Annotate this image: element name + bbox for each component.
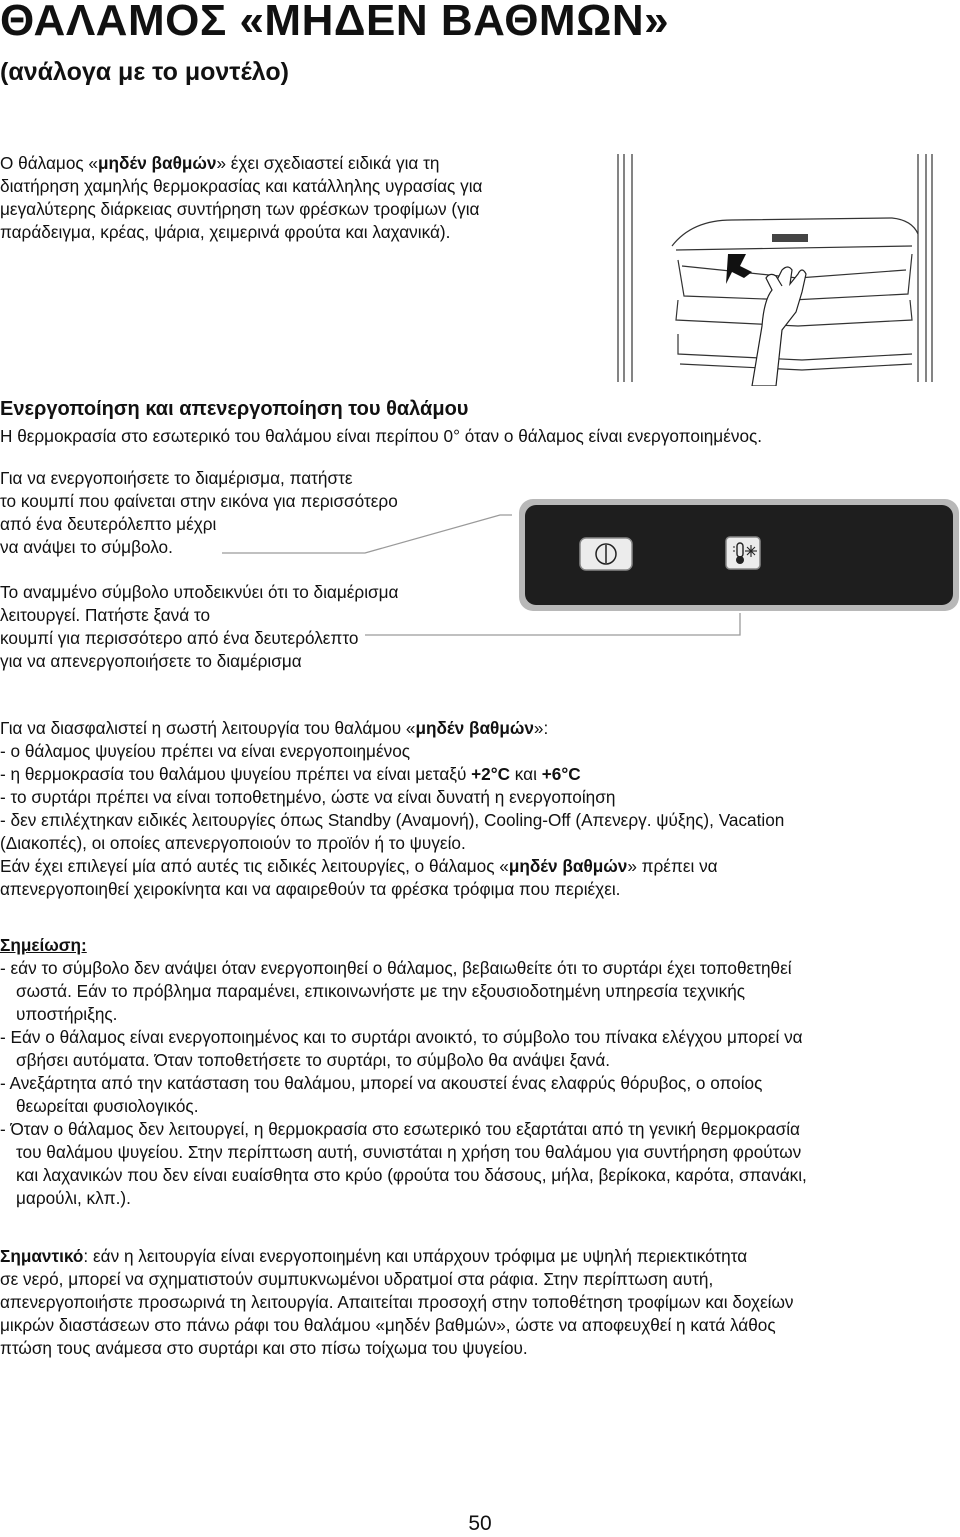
temperature-note: Η θερμοκρασία στο εσωτερικό του θαλάμου είναι περίπου 0° όταν ο θάλαμος είναι ενεργοποιημένος.	[0, 426, 763, 446]
page-title: ΘΑΛΑΜΟΣ «ΜΗΔΕΝ ΒΑΘΜΩΝ»	[0, 0, 670, 45]
drawer-illustration	[612, 150, 938, 386]
intro-paragraph: Ο θάλαμος «μηδέν βαθμών» έχει σχεδιαστεί ειδικά για τη διατήρηση χαμηλής θερμοκρασίας και κατάλληλης υγρασίας για μεγαλύτερης διάρκειας συντήρηση των φρέσκων τροφίμων (για παράδειγμα, κρέας, ψάρια, χειμερινά φρούτα και λαχανικά).	[0, 153, 483, 242]
requirements-section: Για να διασφαλιστεί η σωστή λειτουργία του θαλάμου «μηδέν βαθμών»: - ο θάλαμος ψυγείου πρέπει να είναι ενεργοποιημένος - η θερμοκρασία του θαλάμου ψυγείου πρέπει να είναι μεταξύ +2°C και +6°C - το συρτάρι πρέπει να είναι τοποθετημένο, ώστε να είναι δυνατή η ενεργοποίηση - δεν επιλέχτηκαν ειδικές λειτουργίες όπως Standby (Αναμονή), Cooling-Off (Απενεργ. ψύξης), Vacation (Διακοπές), οι οποίες απενεργοποιούν το προϊόν ή το ψυγείο. Εάν έχει επιλεγεί μία από αυτές τις ειδικές λειτουργίες, ο θάλαμος «μηδέν βαθμών» πρέπει να απενεργοποιηθεί χειροκίνητα και να αφαιρεθούν τα φρέσκα τρόφιμα που περιέχει.	[0, 718, 785, 899]
activation-instructions: Για να ενεργοποιήσετε το διαμέρισμα, πατήστε το κουμπί που φαίνεται στην εικόνα για περισσότερο από ένα δευτερόλεπτο μέχρι να ανάψει το σύμβολο.	[0, 468, 398, 557]
power-button[interactable]	[580, 538, 632, 570]
control-strip	[772, 234, 808, 242]
important-section: Σημαντικό: εάν η λειτουργία είναι ενεργοποιημένη και υπάρχουν τρόφιμα με υψηλή περιεκτικότητα σε νερό, μπορεί να σχηματιστούν συμπυκνωμένοι υδρατμοί στα ράφια. Στην περίπτωση αυτή, απενεργοποιήστε προσωρινά τη λειτουργία. Απαιτείται προσοχή στην τοποθέτηση τροφίμων και δοχείων μικρών διαστάσεων στο πάνω ράφι του θαλάμου «μηδέν βαθμών», ώστε να αποφευχθεί η κατά λάθος πτώση τους ανάμεσα στο συρτάρι και στο πίσω τοίχωμα του ψυγείου.	[0, 1246, 794, 1358]
control-panel-illustration	[0, 495, 960, 645]
arrow-icon	[726, 254, 752, 284]
note-label: Σημείωση:	[0, 935, 87, 955]
activation-heading: Ενεργοποίηση και απενεργοποίηση του θαλάμου	[0, 398, 469, 420]
note-section: Σημείωση: - εάν το σύμβολο δεν ανάψει όταν ενεργοποιηθεί ο θάλαμος, βεβαιωθείτε ότι το συρτάρι έχει τοποθετηθεί σωστά. Εάν το πρόβλημα παραμένει, επικοινωνήστε με την εξουσιοδοτημένη υπηρεσία τεχνικής υποστήριξης. - Εάν ο θάλαμος είναι ενεργοποιημένος και το συρτάρι ανοικτό, το σύμβολο του πίνακα ελέγχου μπορεί να σβήσει αυτόματα. Όταν τοποθετήσετε το συρτάρι, το σύμβολο θα ανάψει ξανά. - Ανεξάρτητα από την κατάσταση του θαλάμου, μπορεί να ακουστεί ένας ελαφρύς θόρυβος, ο οποίος θεωρείται φυσιολογικός. - Όταν ο θάλαμος δεν λειτουργεί, η θερμοκρασία στο εσωτερικό του εξαρτάται από τη γενική θερμοκρασία του θαλάμου ψυγείου. Στην περίπτωση αυτή, συνιστάται η χρήση του θαλάμου για συντήρηση φρούτων και λαχανικών που δεν είναι ευαίσθητα στο κρύο (φρούτα του δάσους, μήλα, βερίκοκα, καρότα, σπανάκι, μαρούλι, κλπ.).	[0, 935, 807, 1208]
zero-degree-button[interactable]	[726, 537, 760, 569]
important-label: Σημαντικό	[0, 1246, 84, 1266]
page-number: 50	[468, 1512, 492, 1535]
page-subtitle: (ανάλογα με το μοντέλο)	[0, 58, 289, 86]
deactivation-instructions: Το αναμμένο σύμβολο υποδεικνύει ότι το διαμέρισμα λειτουργεί. Πατήστε ξανά το κουμπί για περισσότερο από ένα δευτερόλεπτο για να απενεργοποιήσετε το διαμέρισμα	[0, 582, 399, 671]
